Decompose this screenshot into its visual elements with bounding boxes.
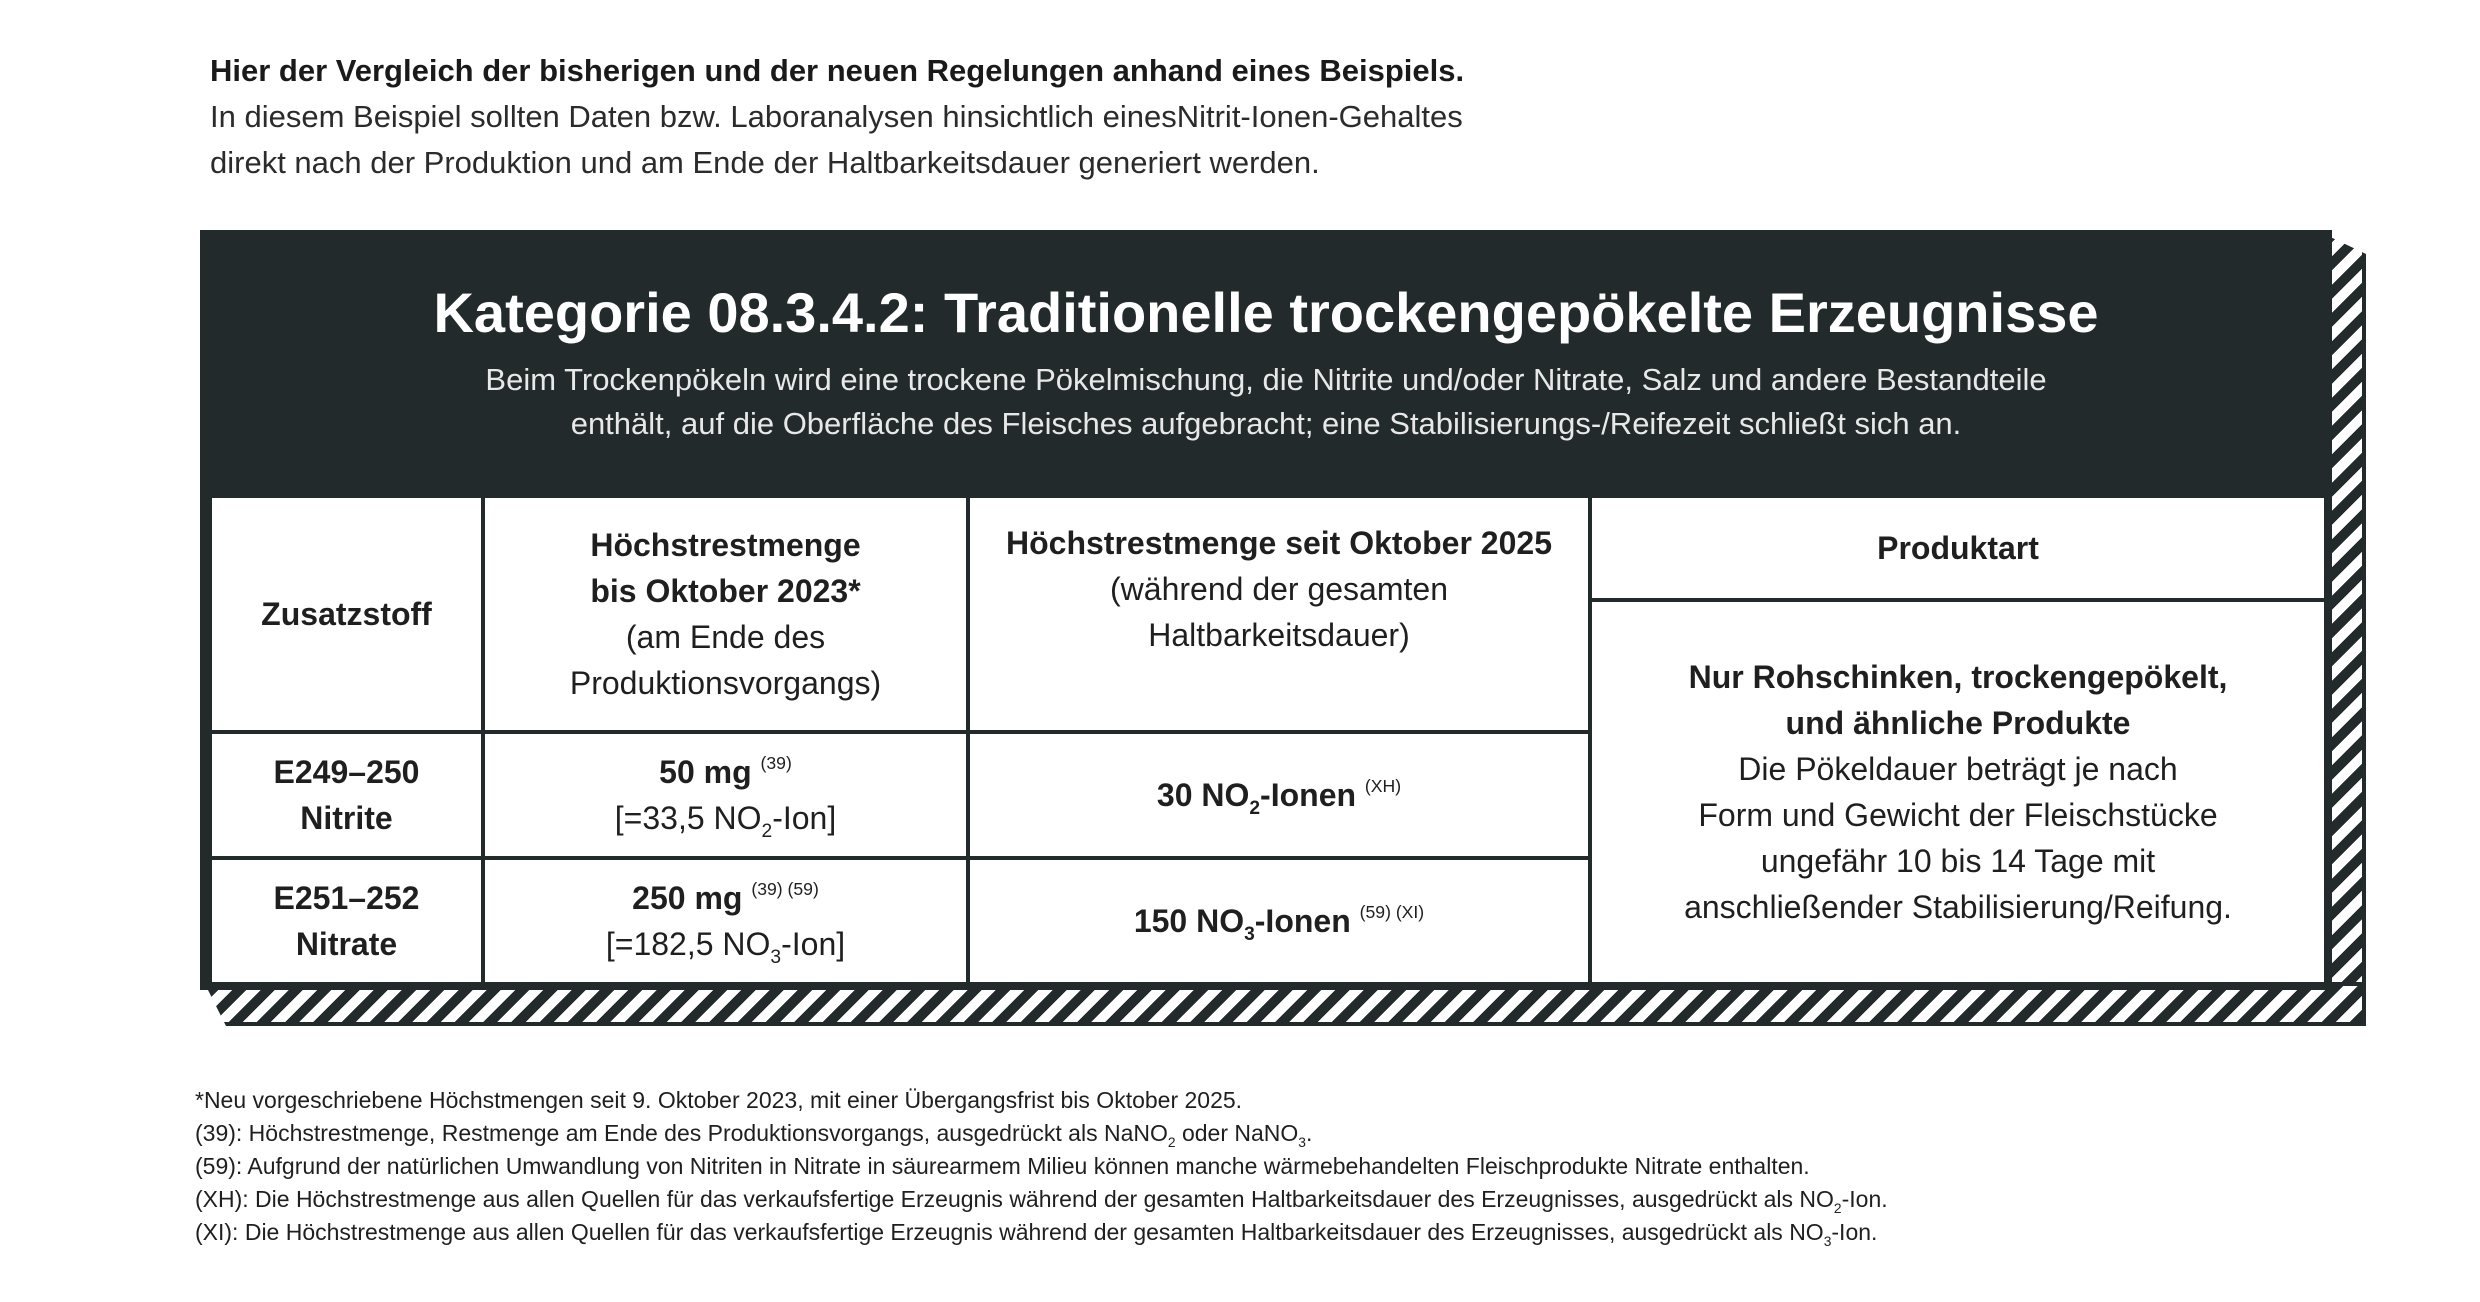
footnote-39-text: (39): Höchstrestmenge, Restmenge am Ende des Produktionsvorgangs, ausgedrückt als NaNO: [195, 1120, 1168, 1146]
category-description: [200, 358, 2332, 446]
header-zusatzstoff: Zusatzstoff: [210, 496, 483, 732]
old-limit-equivalent-suffix: -Ion]: [781, 926, 846, 962]
additive-code: E249–250: [273, 754, 420, 790]
intro-heading: Hier der Vergleich der bisherigen und der neuen Regelungen anhand eines Beispiels.: [210, 53, 1465, 88]
new-limit-ref: (XH): [1364, 776, 1402, 796]
row-nitrite-old-limit: [483, 732, 968, 858]
header-new-line-1: Höchstrestmenge seit Oktober 2025: [1006, 525, 1552, 561]
new-limit-suffix: -Ionen: [1254, 903, 1351, 939]
new-limit-suffix: -Ionen: [1260, 777, 1357, 813]
footnote-39-text-mid: oder NaNO: [1175, 1120, 1299, 1146]
header-old-line-4: Produktionsvorgangs): [569, 665, 882, 701]
produkt-line-1: Die Pökeldauer beträgt je nach: [1738, 751, 2178, 787]
subscript: 3: [1823, 1234, 1832, 1249]
produkt-bold-2: und ähnliche Produkte: [1785, 705, 2131, 741]
subscript: 3: [1244, 924, 1255, 945]
header-new-line-2: (während der gesamten: [1110, 571, 1448, 607]
subscript: 3: [770, 947, 782, 968]
additive-name: Nitrate: [295, 926, 398, 962]
produkt-line-3: ungefähr 10 bis 14 Tage mit: [1760, 843, 2156, 879]
subscript: 2: [761, 821, 773, 842]
new-limit-value: 150 NO: [1133, 903, 1245, 939]
subscript: 3: [1298, 1135, 1306, 1150]
footnote-39-text-end: .: [1305, 1120, 1313, 1146]
header-new-line-3: Haltbarkeitsdauer): [1148, 617, 1410, 653]
old-limit-value: 50 mg: [659, 754, 752, 790]
additive-name: Nitrite: [300, 800, 393, 836]
intro-line-2: direkt nach der Produktion und am Ende der Haltbarkeitsdauer generiert werden.: [210, 145, 1320, 180]
old-limit-value: 250 mg: [632, 880, 743, 916]
footnote-xi: [195, 1216, 2395, 1249]
subscript: 2: [1833, 1201, 1842, 1216]
subscript: 2: [1249, 798, 1261, 819]
comparison-table: [208, 494, 2328, 986]
old-limit-ref: (39): [760, 753, 792, 773]
row-nitrite-new-limit: [968, 732, 1590, 858]
old-limit-equivalent: [=182,5 NO: [605, 926, 771, 962]
subscript: 2: [1167, 1135, 1176, 1150]
header-old-line-1: Höchstrestmenge: [590, 527, 861, 563]
footnote-xi-text-end: -Ion.: [1831, 1219, 1878, 1245]
row-nitrate-additive: [210, 858, 483, 984]
intro-line-1: In diesem Beispiel sollten Daten bzw. Laboranalysen hinsichtlich einesNitrit-Ionen-Gehaltes: [210, 99, 1463, 134]
header-old-line-2: bis Oktober 2023*: [590, 573, 861, 609]
produktart-cell: [1590, 600, 2326, 984]
row-nitrate-old-limit: [483, 858, 968, 984]
footnote-xh-text-end: -Ion.: [1841, 1186, 1888, 1212]
old-limit-ref: (39) (59): [751, 879, 819, 899]
category-title: Kategorie 08.3.4.2: Traditionelle trockengepökelte Erzeugnisse: [433, 281, 2099, 344]
header-old-line-3: (am Ende des: [625, 619, 826, 655]
new-limit-ref: (59) (XI): [1359, 902, 1425, 922]
footnote-59: (59): Aufgrund der natürlichen Umwandlung von Nitriten in Nitrate in säurearmem Milieu können manche wärmebehandelten Fleischprodukte Nitrate enthalten.: [195, 1153, 1810, 1179]
header-new-limit: [968, 496, 1590, 732]
footnotes: [195, 1084, 2395, 1249]
footnote-39: [195, 1117, 2395, 1150]
additive-code: E251–252: [273, 880, 420, 916]
category-description-line-1: Beim Trockenpökeln wird eine trockene Pökelmischung, die Nitrite und/oder Nitrate, Salz und andere Bestandteile: [485, 362, 2047, 397]
produkt-line-2: Form und Gewicht der Fleischstücke: [1698, 797, 2218, 833]
produkt-bold-1: Nur Rohschinken, trockengepökelt,: [1688, 659, 2228, 695]
new-limit-value: 30 NO: [1156, 777, 1250, 813]
header-old-limit: [483, 496, 968, 732]
row-nitrite-additive: [210, 732, 483, 858]
row-nitrate-new-limit: [968, 858, 1590, 984]
produkt-line-4: anschließender Stabilisierung/Reifung.: [1684, 889, 2232, 925]
footnote-xh-text: (XH): Die Höchstrestmenge aus allen Quellen für das verkaufsfertige Erzeugnis während der gesamten Haltbarkeitsdauer des Erzeugnisses, ausgedrückt als NO: [195, 1186, 1834, 1212]
category-description-line-2: enthält, auf die Oberfläche des Fleisches aufgebracht; eine Stabilisierungs-/Reifezeit schließt sich an.: [570, 406, 1962, 441]
footnote-xi-text: (XI): Die Höchstrestmenge aus allen Quellen für das verkaufsfertige Erzeugnis während der gesamten Haltbarkeitsdauer des Erzeugnisses, ausgedrückt als NO: [195, 1219, 1824, 1245]
header-produktart: Produktart: [1590, 496, 2326, 600]
footnote-star: *Neu vorgeschriebene Höchstmengen seit 9. Oktober 2023, mit einer Übergangsfrist bis Oktober 2025.: [195, 1087, 1243, 1113]
intro-text: [210, 48, 1910, 186]
old-limit-equivalent: [=33,5 NO: [614, 800, 762, 836]
old-limit-equivalent-suffix: -Ion]: [772, 800, 837, 836]
footnote-xh: [195, 1183, 2395, 1216]
